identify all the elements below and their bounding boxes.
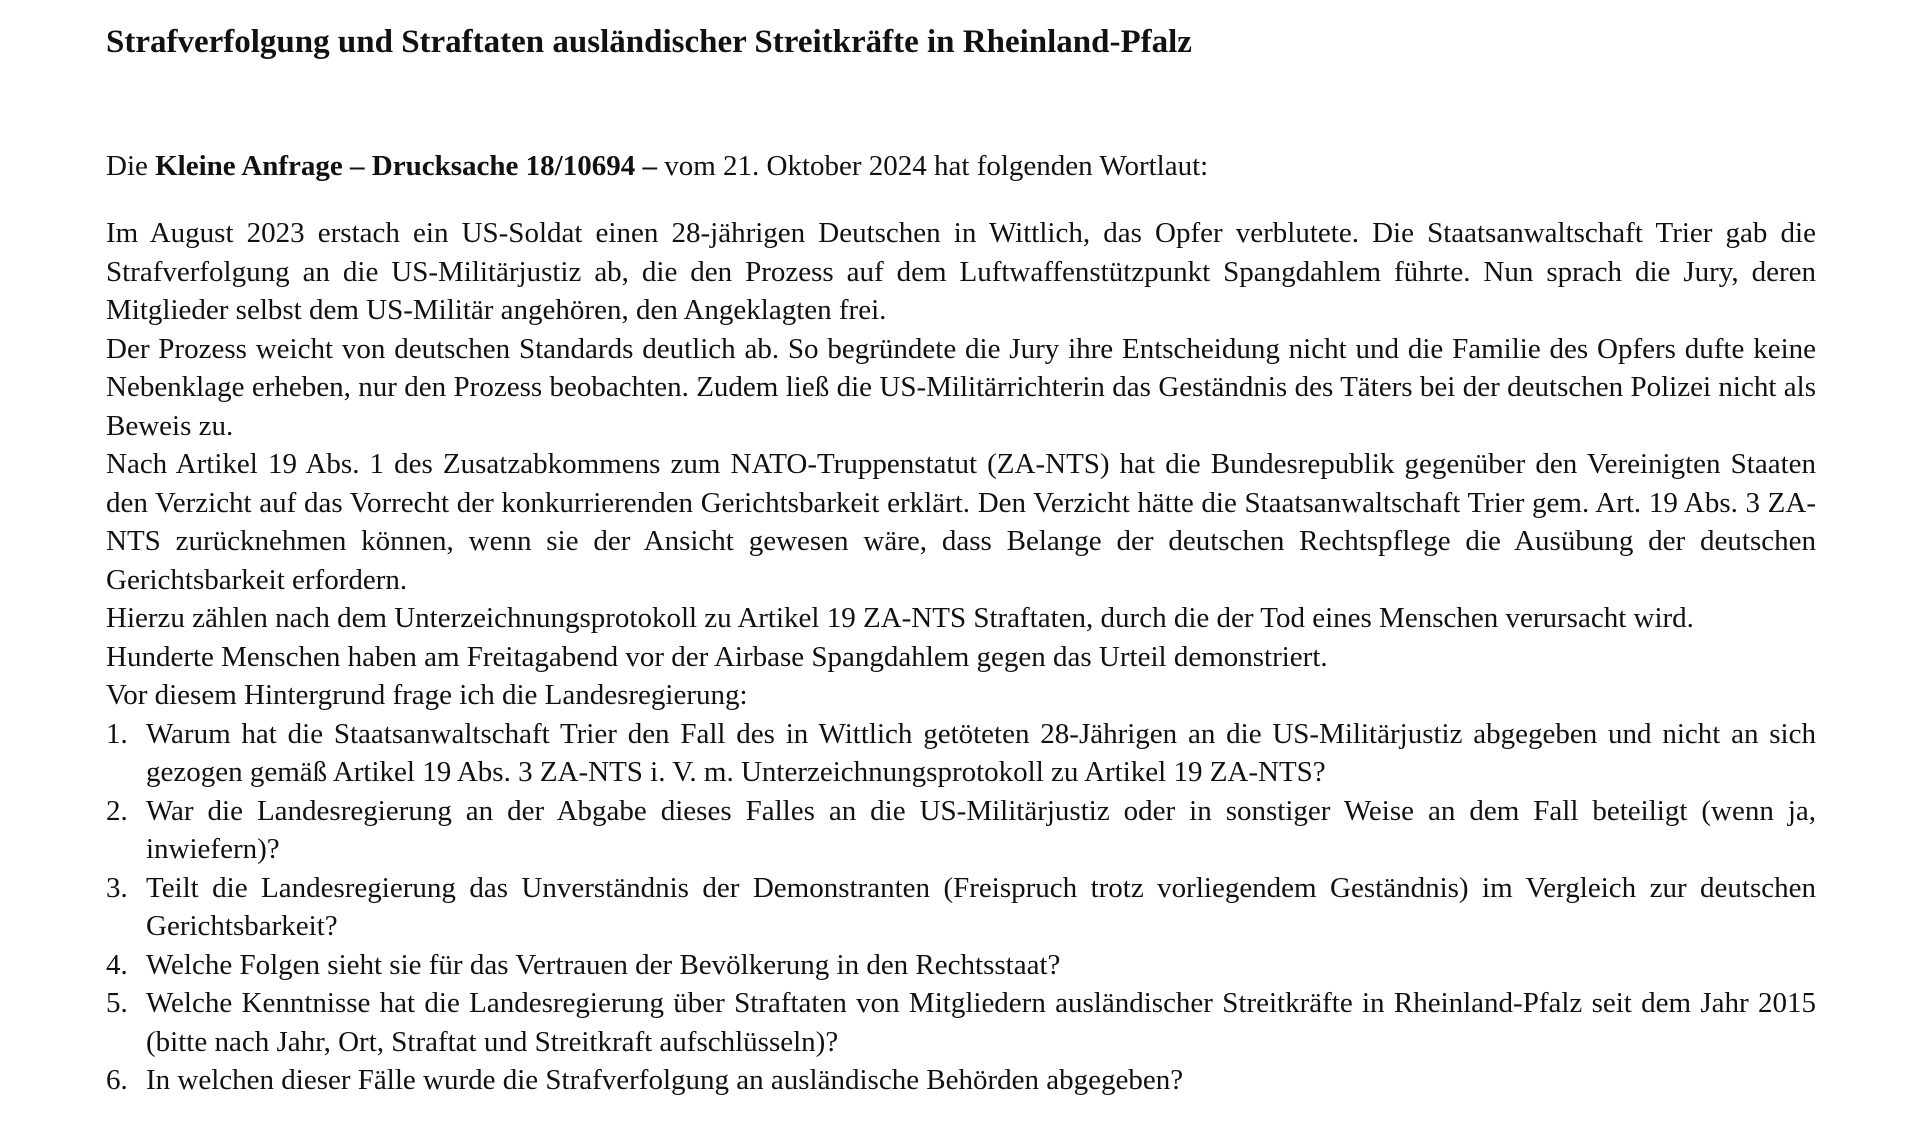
question-item — [106, 946, 1816, 985]
question-item — [106, 715, 1816, 792]
question-text: Warum hat die Staatsanwaltschaft Trier den Fall des in Wittlich getöteten 28-Jährigen an die US-Militärjustiz abgegeben und nicht an sich gezogen gemäß Artikel 19 Abs. 3 ZA-NTS i. V. m. Unterzeichnungsprotokoll zu Artikel 19 ZA-NTS? — [146, 717, 1816, 788]
intro-prefix: Die — [106, 150, 156, 182]
question-list — [106, 715, 1816, 1100]
document-title: Strafverfolgung und Straftaten ausländischer Streitkräfte in Rheinland-Pfalz — [106, 24, 1192, 60]
intro-line — [106, 150, 1208, 183]
question-number: 2. — [106, 794, 128, 827]
question-text: In welchen dieser Fälle wurde die Strafverfolgung an ausländische Behörden abgegeben? — [146, 1064, 1184, 1096]
question-number: 6. — [106, 1064, 128, 1096]
question-number: 5. — [106, 987, 128, 1019]
question-item — [106, 984, 1816, 1061]
paragraph-incident: Im August 2023 erstach ein US-Soldat einen 28-jährigen Deutschen in Wittlich, das Opfer verblutete. Die Staatsanwaltschaft Trier gab die Strafverfolgung an die US-Militärjustiz ab, die den Prozess auf dem Luftwaffenstützpunkt Spangdahlem führte. Nun sprach die Jury, deren Mitglieder selbst dem US-Militär angehören, den Angeklagten frei. — [106, 217, 1816, 326]
question-number: 3. — [106, 871, 128, 904]
paragraph-protocol: Hierzu zählen nach dem Unterzeichnungsprotokoll zu Artikel 19 ZA-NTS Straftaten, durch die der Tod eines Menschen verursacht wird. — [106, 602, 1694, 634]
paragraph-trial: Der Prozess weicht von deutschen Standards deutlich ab. So begründete die Jury ihre Entscheidung nicht und die Familie des Opfers dufte keine Nebenklage erheben, nur den Prozess beobachten. Zudem ließ die US-Militärrichterin das Geständnis des Täters bei der deutschen Polizei nicht als Beweis zu. — [106, 332, 1816, 442]
intro-suffix: vom 21. Oktober 2024 hat folgenden Wortlaut: — [656, 150, 1209, 182]
paragraph-demonstration: Hunderte Menschen haben am Freitagabend vor der Airbase Spangdahlem gegen das Urteil demonstriert. — [106, 640, 1328, 673]
question-text: Welche Kenntnisse hat die Landesregierung über Straftaten von Mitgliedern ausländischer Streitkräfte in Rheinland-Pfalz seit dem Jahr 2015 (bitte nach Jahr, Ort, Straftat und Streitkraft aufschlüsseln)? — [146, 987, 1816, 1058]
paragraph-legal-basis: Nach Artikel 19 Abs. 1 des Zusatzabkommens zum NATO-Truppenstatut (ZA-NTS) hat die Bundesrepublik gegenüber den Vereinigten Staaten den Verzicht auf das Vorrecht der konkurrierenden Gerichtsbarkeit erklärt. Den Verzicht hätte die Staatsanwaltschaft Trier gem. Art. 19 Abs. 3 ZA-NTS zurücknehmen können, wenn sie der Ansicht gewesen wäre, dass Belange der deutschen Rechtspflege die Ausübung der deutschen Gerichtsbarkeit erfordern. — [106, 448, 1816, 596]
document-body — [106, 214, 1816, 1100]
question-text: Teilt die Landesregierung das Unverständnis der Demonstranten (Freispruch trotz vorliegendem Geständnis) im Vergleich zur deutschen Gerichtsbarkeit? — [146, 871, 1816, 942]
question-item — [106, 869, 1816, 946]
question-item — [106, 792, 1816, 869]
question-text: War die Landesregierung an der Abgabe dieses Falles an die US-Militärjustiz oder in sonstiger Weise an dem Fall beteiligt (wenn ja, inwiefern)? — [146, 794, 1816, 865]
question-text: Welche Folgen sieht sie für das Vertrauen der Bevölkerung in den Rechtsstaat? — [146, 948, 1061, 981]
question-number: 4. — [106, 948, 128, 981]
question-item — [106, 1061, 1816, 1100]
question-number: 1. — [106, 717, 128, 750]
paragraph-question-intro: Vor diesem Hintergrund frage ich die Landesregierung: — [106, 679, 748, 711]
intro-reference: Kleine Anfrage – Drucksache 18/10694 – — [155, 150, 657, 182]
